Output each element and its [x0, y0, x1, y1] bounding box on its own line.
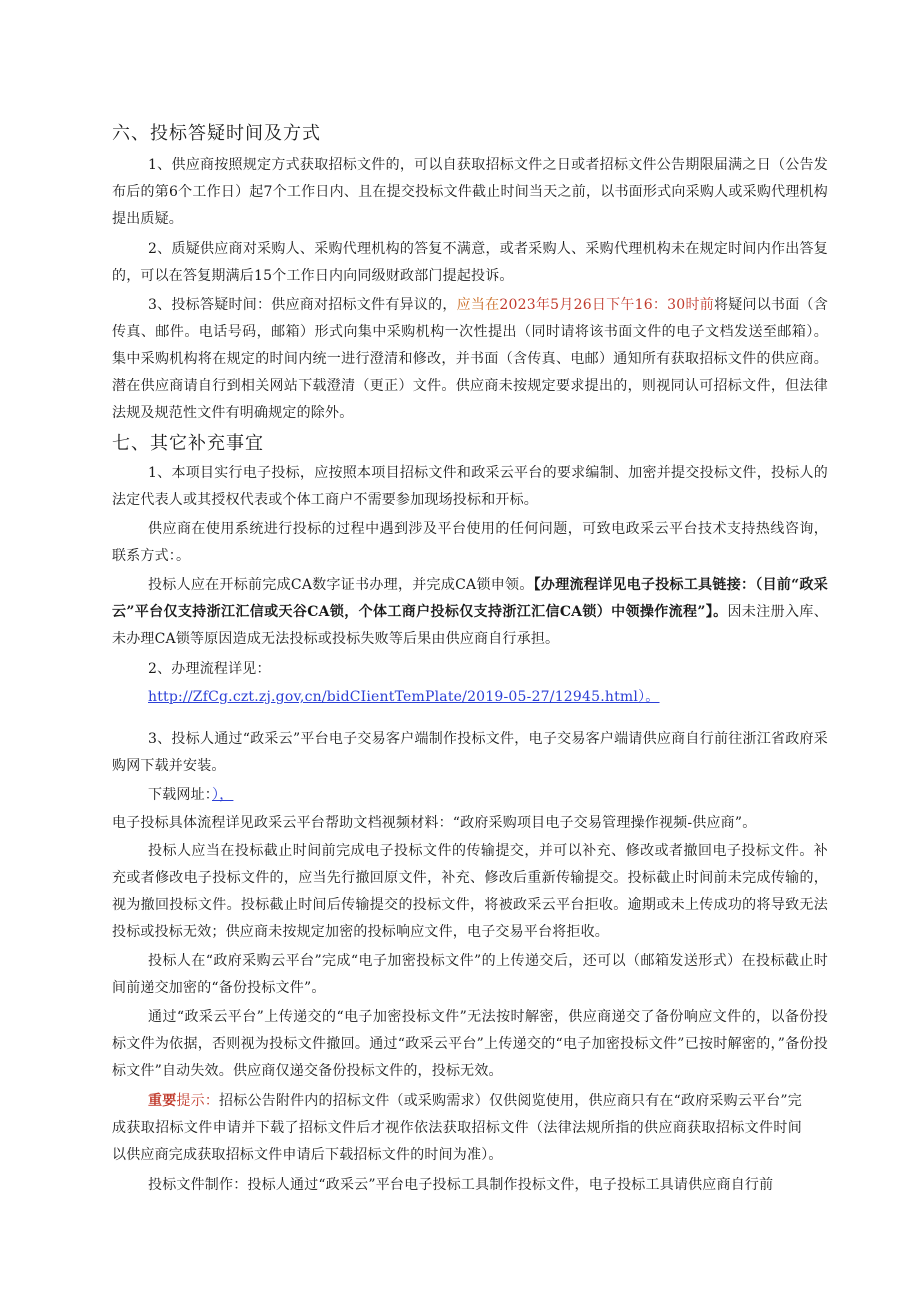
qa-time-body: 将疑问以书面（含传真、邮件。电话号码，邮箱）形式向集中采购机构一次性提出（同时请将该书面文件的电子文档发送至邮箱）。集中采购机构将在规定的时间内统一进行澄清和修改，并书面（含传真、电邮）通知所有获取招标文件的供应商。潜在供应商请自行到相关网站下载澄清（更正）文件。供应商未按规定要求提出的，则视同认可招标文件，但法律法规及规范性文件有明确规定的除外。: [112, 297, 828, 421]
process-link[interactable]: http://ZfCg.czt.zj.gov,cn/bidCIientTemPlate/2019-05-27/12945.html）。: [148, 689, 660, 705]
section-7-paragraph-11: 投标文件制作：投标人通过“政采云”平台电子投标工具制作投标文件，电子投标工具请供应商自行前: [148, 1177, 774, 1193]
section-6-paragraph-1: 1、供应商按照规定方式获取招标文件的，可以自获取招标文件之日或者招标文件公告期限届满之日（公告发布后的第6个工作日）起7个工作日内、且在提交投标文件截止时间当天之前，以书面形式向采购人或采购代理机构提出质疑。: [112, 157, 828, 227]
section-7-paragraph-3: [112, 572, 828, 653]
section-6-paragraph-3: [112, 292, 828, 427]
ca-intro: 投标人应在开标前完成CA数字证书办理，并完成CA锁申领。: [148, 577, 534, 593]
qa-deadline-prefix: 应当在: [456, 297, 500, 313]
section-7-heading: 七、其它补充事宜: [112, 433, 264, 454]
section-7-paragraph-1: 1、本项目实行电子投标，应按照本项目招标文件和政采云平台的要求编制、加密并提交投标文件，投标人的法定代表人或其授权代表或个体工商户不需要参加现场投标和开标。: [112, 465, 828, 508]
section-7-paragraph-7: 投标人应当在投标截止时间前完成电子投标文件的传输提交，并可以补充、修改或者撤回电子投标文件。补充或者修改电子投标文件的，应当先行撤回原文件，补充、修改后重新传输提交。投标截止时间前未完成传输的，视为撤回投标文件。投标截止时间后传输提交的投标文件，将被政采云平台拒收。逾期或未上传成功的将导致无法投标或投标无效；供应商未按规定加密的投标响应文件，电子交易平台将拒收。: [112, 843, 828, 940]
download-link[interactable]: ），: [212, 787, 234, 803]
section-6-heading: 六、投标答疑时间及方式: [112, 123, 321, 144]
download-label: 下载网址：: [148, 787, 212, 803]
process-link-line: [148, 684, 828, 711]
download-line: [112, 782, 828, 809]
section-7-paragraph-6: 电子投标具体流程详见政采云平台帮助文档视频材料：“政府采购项目电子交易管理操作视频-供应商”。: [112, 815, 757, 831]
important-label: 重要: [148, 1093, 177, 1109]
notice-label: 提示：: [176, 1093, 220, 1109]
ca-consequence: 因未注册入库、未办理CA锁等原因造成无法投标或投标失败等后果由供应商自行承担。: [112, 604, 828, 647]
notice-text: 招标公告附件内的招标文件（或采购需求）仅供阅览使用，供应商只有在“政府采购云平台”完成获取招标文件申请并下载了招标文件后才视作依法获取招标文件（法律法规所指的供应商获取招标文件时间以供应商完成获取招标文件申请后下载招标文件的时间为准）。: [112, 1093, 802, 1163]
qa-deadline-date: 2023年5月26日下午16：30时前: [499, 297, 714, 313]
section-7-paragraph-4: 2、办理流程详见：: [148, 661, 271, 677]
section-6-paragraph-2: 2、质疑供应商对采购人、采购代理机构的答复不满意，或者采购人、采购代理机构未在规定时间内作出答复的，可以在答复期满后15个工作日内向同级财政部门提起投诉。: [112, 241, 828, 284]
ca-process-note: 【办理流程详见电子投标工具链接：（目前“政采云”平台仅支持浙江汇信或天谷CA锁，个体工商户投标仅支持浙江汇信CA锁）中领操作流程”】。: [112, 577, 828, 620]
important-notice: [112, 1088, 802, 1169]
section-7-paragraph-9: 通过“政采云平台”上传递交的“电子加密投标文件”无法按时解密，供应商递交了备份响应文件的，以备份投标文件为依据，否则视为投标文件撤回。通过“政采云平台”上传递交的“电子加密投标文件”已按时解密的，”备份投标文件”自动失效。供应商仅递交备份投标文件的，投标无效。: [112, 1009, 828, 1079]
section-7-paragraph-5: 3、投标人通过“政采云”平台电子交易客户端制作投标文件，电子交易客户端请供应商自行前往浙江省政府采购网下载并安装。: [112, 731, 828, 774]
section-7-paragraph-8: 投标人在“政府采购云平台”完成“电子加密投标文件”的上传递交后，还可以（邮箱发送形式）在投标截止时间前递交加密的“备份投标文件”。: [112, 953, 828, 996]
qa-time-intro: 3、投标答疑时间：供应商对招标文件有异议的，: [148, 297, 457, 313]
section-7-paragraph-2: 供应商在使用系统进行投标的过程中遇到涉及平台使用的任何问题，可致电政采云平台技术支持热线咨询，联系方式：。: [112, 521, 828, 564]
